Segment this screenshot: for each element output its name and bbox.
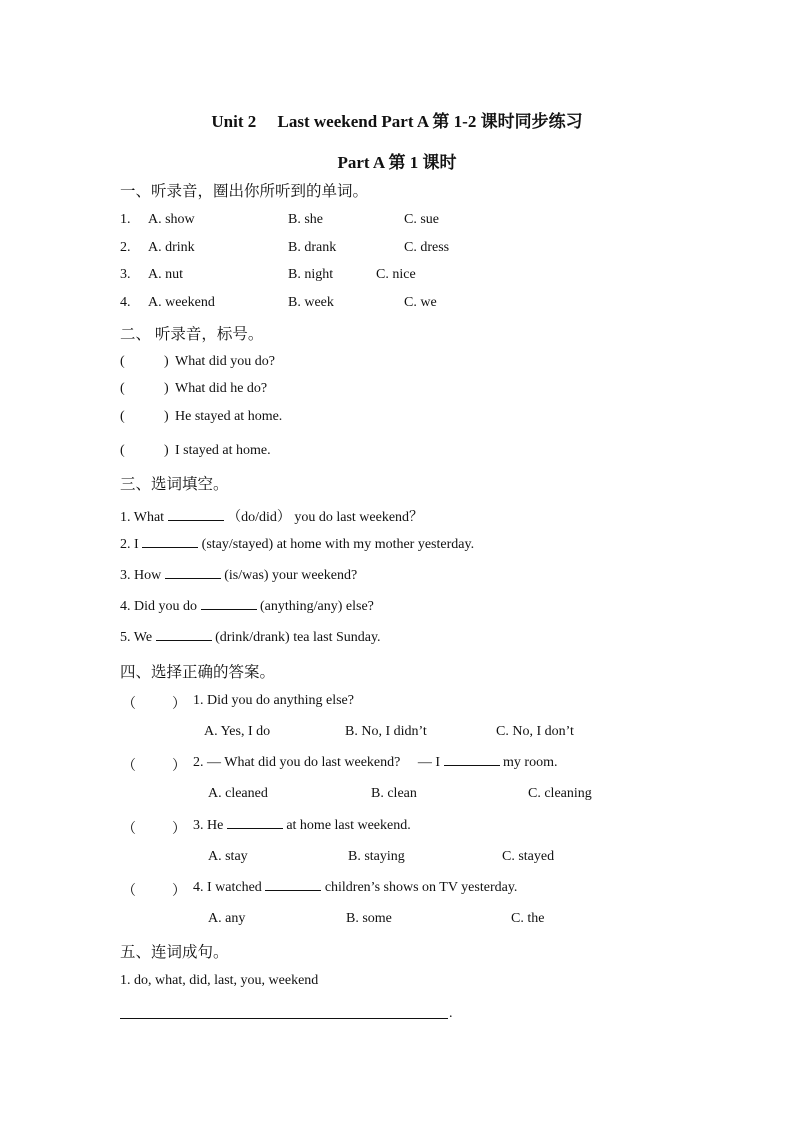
s2-item2-open-paren: ( xyxy=(120,381,125,396)
s4-q4-question-suffix: children’s shows on TV yesterday. xyxy=(324,880,518,895)
fill-blank[interactable] xyxy=(444,764,500,766)
s1-q3-option-c: C. nice xyxy=(376,267,416,282)
s4-q4-close-paren: ） xyxy=(172,884,186,899)
s1-q3-number: 3. xyxy=(120,267,131,282)
section1-heading: 一、听录音，圈出你所听到的单词。 xyxy=(120,183,369,200)
fill-blank[interactable] xyxy=(201,608,257,610)
s4-q3-option-b: B. staying xyxy=(348,849,405,864)
s4-q4-option-c: C. the xyxy=(511,911,545,926)
section2-heading: 二、 听录音，标号。 xyxy=(120,326,264,343)
s1-q3-option-b: B. night xyxy=(288,267,334,282)
s3-item2 xyxy=(120,537,474,553)
s2-item3-close-paren: ) xyxy=(164,409,169,424)
s1-q4-option-b: B. week xyxy=(288,295,334,310)
s1-q2-number: 2. xyxy=(120,240,131,255)
s4-q1-option-c: C. No, I don’t xyxy=(496,724,574,739)
s4-q1-question: 1. Did you do anything else? xyxy=(193,693,354,708)
s3-item4-prefix: 4. Did you do xyxy=(120,599,197,614)
s5-item1-words: 1. do, what, did, last, you, weekend xyxy=(120,973,319,988)
s4-q1-open-paren: （ xyxy=(122,697,136,712)
s4-q3-close-paren: ） xyxy=(172,822,186,837)
fill-blank[interactable] xyxy=(168,519,224,521)
s4-q1-option-a: A. Yes, I do xyxy=(204,724,271,739)
s4-q4-question-prefix: 4. I watched xyxy=(193,880,262,895)
fill-blank[interactable] xyxy=(165,577,221,579)
s4-q1-option-b: B. No, I didn’t xyxy=(345,724,427,739)
s1-q2-option-c: C. dress xyxy=(404,240,450,255)
s4-q3-question-prefix: 3. He xyxy=(193,818,224,833)
s3-item3 xyxy=(120,568,357,584)
s2-item2-close-paren: ) xyxy=(164,381,169,396)
s4-q2-open-paren: （ xyxy=(122,759,136,774)
s4-q3-option-a: A. stay xyxy=(208,849,248,864)
s3-item1-prefix: 1. What xyxy=(120,510,165,525)
s4-q4-open-paren: （ xyxy=(122,884,136,899)
s1-q1-option-c: C. sue xyxy=(404,212,439,227)
s2-item1-close-paren: ) xyxy=(164,354,169,369)
s2-item4-close-paren: ) xyxy=(164,443,169,458)
s2-item4-open-paren: ( xyxy=(120,443,125,458)
s1-q1-option-a: A. show xyxy=(148,212,195,227)
s4-q3-question-suffix: at home last weekend. xyxy=(286,818,411,833)
s4-q3-question xyxy=(193,818,411,834)
s4-q2-question xyxy=(193,755,557,771)
fill-blank[interactable] xyxy=(265,889,321,891)
s3-item1-suffix: （do/did） you do last weekend？ xyxy=(227,510,424,525)
s3-item4-suffix: (anything/any) else? xyxy=(260,599,374,614)
s1-q4-number: 4. xyxy=(120,295,131,310)
s4-q2-question-prefix: 2. — What did you do last weekend? — I xyxy=(193,755,441,770)
s4-q3-open-paren: （ xyxy=(122,822,136,837)
s2-item3-text: He stayed at home. xyxy=(175,409,283,424)
s3-item3-suffix: (is/was) your weekend? xyxy=(224,568,358,583)
s3-item1 xyxy=(120,506,423,526)
s1-q2-option-b: B. drank xyxy=(288,240,337,255)
s1-q4-option-c: C. we xyxy=(404,295,437,310)
s4-q1-close-paren: ） xyxy=(172,697,186,712)
s2-item2-text: What did he do? xyxy=(175,381,268,396)
s2-item1-open-paren: ( xyxy=(120,354,125,369)
s3-item5 xyxy=(120,630,381,646)
answer-line[interactable] xyxy=(120,1018,448,1019)
s2-item3-open-paren: ( xyxy=(120,409,125,424)
section4-heading: 四、选择正确的答案。 xyxy=(120,664,276,681)
s4-q2-option-b: B. clean xyxy=(371,786,417,801)
s3-item3-prefix: 3. How xyxy=(120,568,162,583)
s4-q2-option-c: C. cleaning xyxy=(528,786,592,801)
fill-blank[interactable] xyxy=(227,827,283,829)
s1-q2-option-a: A. drink xyxy=(148,240,195,255)
s3-item4 xyxy=(120,599,374,615)
s3-item2-suffix: (stay/stayed) at home with my mother yesterday. xyxy=(201,537,475,552)
fill-blank[interactable] xyxy=(142,546,198,548)
s4-q2-close-paren: ） xyxy=(172,759,186,774)
s1-q3-option-a: A. nut xyxy=(148,267,183,282)
s4-q3-option-c: C. stayed xyxy=(502,849,555,864)
s1-q1-option-b: B. she xyxy=(288,212,323,227)
s1-q4-option-a: A. weekend xyxy=(148,295,215,310)
s3-item5-suffix: (drink/drank) tea last Sunday. xyxy=(215,630,381,645)
section3-heading: 三、选词填空。 xyxy=(120,476,229,493)
s3-item5-prefix: 5. We xyxy=(120,630,153,645)
section5-heading: 五、连词成句。 xyxy=(120,944,229,961)
s2-item4-text: I stayed at home. xyxy=(175,443,271,458)
answer-line-period: . xyxy=(449,1006,453,1021)
fill-blank[interactable] xyxy=(156,639,212,641)
s4-q2-question-suffix: my room. xyxy=(503,755,558,770)
s4-q4-option-b: B. some xyxy=(346,911,392,926)
page-subtitle: Part A 第 1 课时 xyxy=(337,153,457,172)
s1-q1-number: 1. xyxy=(120,212,131,227)
s4-q4-question xyxy=(193,880,517,896)
s4-q2-option-a: A. cleaned xyxy=(208,786,268,801)
s2-item1-text: What did you do? xyxy=(175,354,275,369)
s4-q4-option-a: A. any xyxy=(208,911,246,926)
s3-item2-prefix: 2. I xyxy=(120,537,139,552)
page-title: Unit 2 Last weekend Part A 第 1-2 课时同步练习 xyxy=(211,112,583,131)
